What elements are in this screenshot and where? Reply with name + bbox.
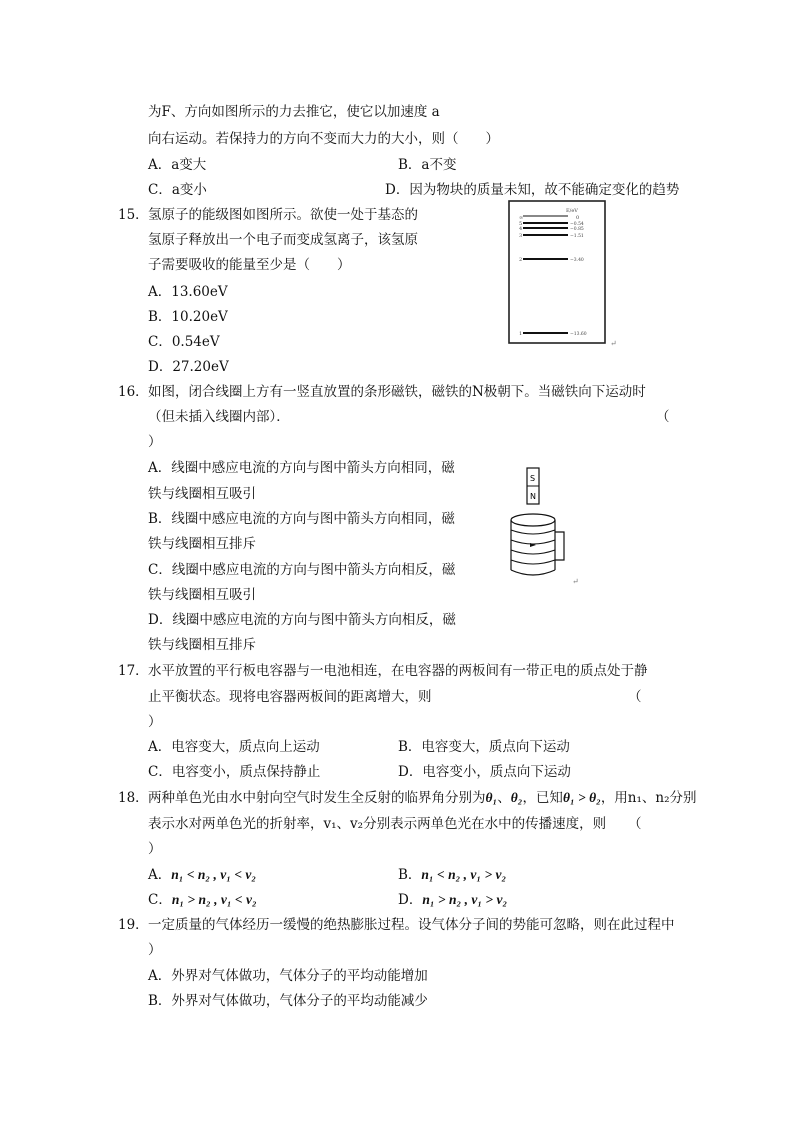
q19-line-2: ） xyxy=(148,942,162,958)
q19-line-1: 一定质量的气体经历一缓慢的绝热膨胀过程。设气体分子间的势能可忽略，则在此过程中 xyxy=(148,917,675,933)
q16-paren-close: ） xyxy=(148,434,162,450)
q18-theta-1: θ₁ xyxy=(485,790,498,805)
q18-option-c xyxy=(148,891,257,909)
magnet-coil-diagram xyxy=(500,462,590,587)
level-5-label: 5 xyxy=(519,221,523,227)
level-inf-label: ∞ xyxy=(519,215,524,221)
q16-option-d-line-2: 铁与线圈相互排斥 xyxy=(148,637,256,653)
q14-option-a: A．a变大 xyxy=(148,157,207,173)
q17-option-d: D．电容变小，质点向下运动 xyxy=(398,764,571,780)
q18-option-d-expr: n₁ > n₂ , v₁ > v₂ xyxy=(422,892,508,907)
q15-option-b: B．10.20eV xyxy=(148,309,228,325)
level-1-energy: −13.60 xyxy=(570,332,587,337)
q18-option-a-expr: n₁ < n₂ , v₁ < v₂ xyxy=(171,867,257,882)
magnet-n-pole: N xyxy=(530,492,536,501)
q17-line-2: 止平衡状态。现将电容器两板间的距离增大，则 xyxy=(148,689,432,705)
q15-number: 15． xyxy=(118,207,149,223)
q17-paren-open: （ xyxy=(628,689,642,705)
q16-line-1: 如图，闭合线圈上方有一竖直放置的条形磁铁，磁铁的N极朝下。当磁铁向下运动时 xyxy=(148,384,646,400)
q18-option-b-expr: n₁ < n₂ , v₁ > v₂ xyxy=(421,867,507,882)
q17-option-a: A．电容变大，质点向上运动 xyxy=(148,739,320,755)
q17-line-1: 水平放置的平行板电容器与一电池相连，在电容器的两板间有一带正电的质点处于静 xyxy=(148,663,648,679)
level-2-label: 2 xyxy=(519,257,523,263)
level-1-label: 1 xyxy=(519,331,523,337)
q18-separator: 、 xyxy=(497,790,511,806)
q18-paren-close: ） xyxy=(148,841,162,857)
q18-option-c-label: C． xyxy=(148,892,172,908)
q16-line-2: （但未插入线圈内部）． xyxy=(148,409,290,425)
q19-option-b: B．外界对气体做功，气体分子的平均动能减少 xyxy=(148,993,428,1009)
q18-line-1 xyxy=(148,789,697,807)
paragraph-mark-icon: ↵ xyxy=(610,339,617,346)
q18-line-1b: ，已知 xyxy=(522,790,563,806)
q18-line-2: 表示水对两单色光的折射率，v₁、v₂分别表示两单色光在水中的传播速度，则 xyxy=(148,816,607,832)
q18-option-b-label: B． xyxy=(398,867,422,883)
paragraph-mark-icon: ↵ xyxy=(572,577,579,586)
q18-option-b xyxy=(398,866,506,884)
q18-option-a xyxy=(148,866,256,884)
level-4-energy: −0.85 xyxy=(570,227,584,232)
q16-option-d-line-1: D．线圈中感应电流的方向与图中箭头方向相反，磁 xyxy=(148,612,456,628)
q18-theta-compare: θ₁ > θ₂ xyxy=(562,790,601,805)
q19-option-a: A．外界对气体做功，气体分子的平均动能增加 xyxy=(148,968,428,984)
q15-line-3: 子需要吸收的能量至少是（ ） xyxy=(148,257,351,273)
q16-option-c-line-1: C．线圈中感应电流的方向与图中箭头方向相反，磁 xyxy=(148,562,456,578)
coil-bottom xyxy=(511,570,555,575)
q17-number: 17． xyxy=(118,663,149,679)
coil-lead xyxy=(555,532,564,560)
q16-option-c-line-2: 铁与线圈相互吸引 xyxy=(148,587,256,603)
q15-line-2: 氢原子释放出一个电子而变成氢离子，该氢原 xyxy=(148,232,418,248)
q14-option-d: D．因为物块的质量未知，故不能确定变化的趋势 xyxy=(385,182,680,198)
q15-option-c: C．0.54eV xyxy=(148,334,220,350)
q18-number: 18． xyxy=(118,790,149,806)
level-3-label: 3 xyxy=(519,233,523,239)
q15-option-a: A．13.60eV xyxy=(148,284,228,300)
level-2-energy: −3.40 xyxy=(570,258,584,263)
level-4-label: 4 xyxy=(519,226,523,232)
q18-line-1c: ，用n₁、n₂分别 xyxy=(600,790,697,806)
q18-line-1a: 两种单色光由水中射向空气时发生全反射的临界角分别为 xyxy=(148,790,486,806)
q14-line-1: 为F、方向如图所示的力去推它，使它以加速度 a xyxy=(148,104,440,120)
q16-number: 16． xyxy=(118,384,149,400)
q18-option-c-expr: n₁ > n₂ , v₁ < v₂ xyxy=(171,892,257,907)
q15-option-d: D．27.20eV xyxy=(148,359,229,375)
q18-paren-open: （ xyxy=(628,816,642,832)
q16-option-b-line-2: 铁与线圈相互排斥 xyxy=(148,536,256,552)
q14-option-c: C．a变小 xyxy=(148,182,207,198)
level-3-energy: −1.51 xyxy=(570,234,584,239)
q16-option-a-line-1: A．线圈中感应电流的方向与图中箭头方向相同，磁 xyxy=(148,460,455,476)
coil-top xyxy=(511,514,555,526)
q18-option-d xyxy=(398,891,507,909)
q14-option-b: B．a不变 xyxy=(398,157,457,173)
q19-number: 19． xyxy=(118,917,149,933)
q15-line-1: 氢原子的能级图如图所示。欲使一处于基态的 xyxy=(148,207,418,223)
q14-line-2: 向右运动。若保持力的方向不变而大力的大小，则（ ） xyxy=(148,131,499,147)
energy-zero-label: 0 xyxy=(576,215,580,221)
q16-option-b-line-1: B．线圈中感应电流的方向与图中箭头方向相同，磁 xyxy=(148,511,455,527)
q16-paren-open: （ xyxy=(656,409,670,425)
q18-option-d-label: D． xyxy=(398,892,423,908)
q17-paren-close: ） xyxy=(148,714,162,730)
q16-option-a-line-2: 铁与线圈相互吸引 xyxy=(148,486,256,502)
q18-theta-2: θ₂ xyxy=(510,790,523,805)
energy-level-diagram xyxy=(508,200,618,346)
q18-option-a-label: A． xyxy=(148,867,172,883)
q17-option-c: C．电容变小，质点保持静止 xyxy=(148,764,321,780)
magnet-s-pole: S xyxy=(530,474,536,483)
level-5-energy: −0.54 xyxy=(570,222,584,227)
q17-option-b: B．电容变大，质点向下运动 xyxy=(398,739,570,755)
energy-unit-label: E/eV xyxy=(566,208,578,214)
